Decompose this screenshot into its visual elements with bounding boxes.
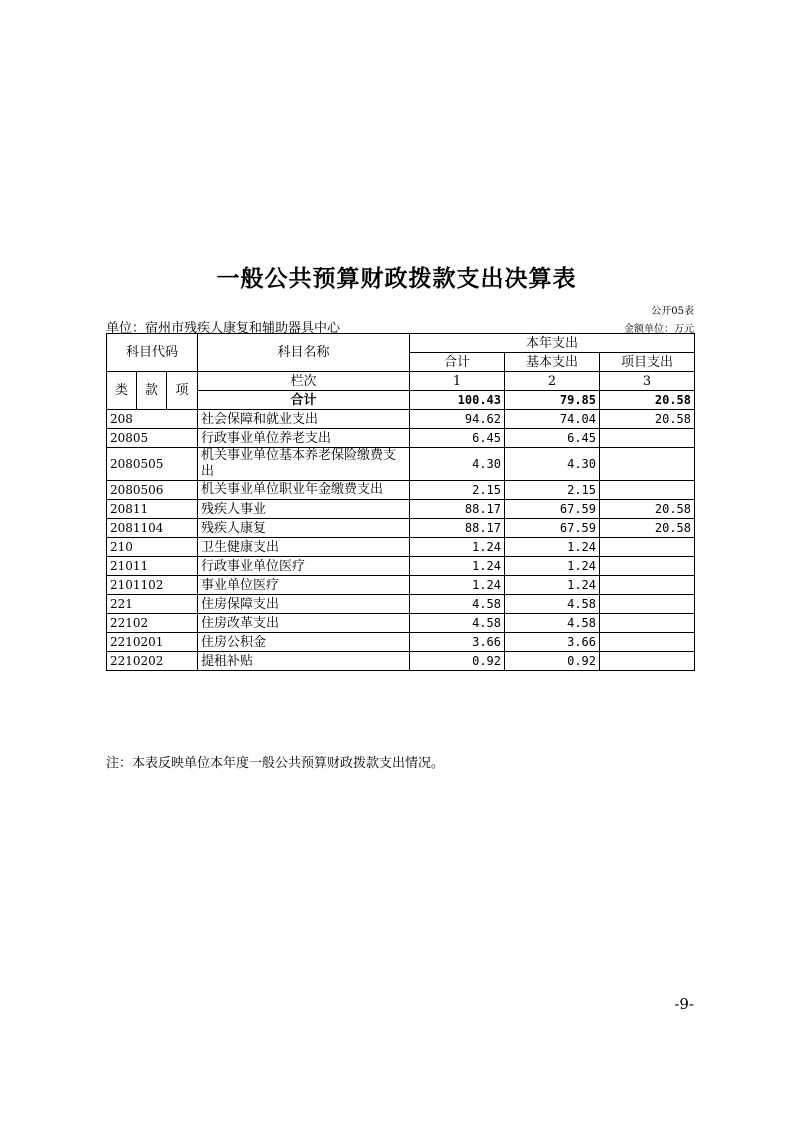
row-total: 1.24 bbox=[410, 538, 505, 557]
row-project bbox=[600, 576, 695, 595]
header-name: 科目名称 bbox=[198, 334, 410, 372]
row-code: 210 bbox=[107, 538, 198, 557]
row-project bbox=[600, 538, 695, 557]
row-code: 2210202 bbox=[107, 652, 198, 671]
table-row bbox=[107, 557, 695, 576]
table-row bbox=[107, 614, 695, 633]
row-total: 4.30 bbox=[410, 448, 505, 481]
header-lanci: 栏次 bbox=[198, 372, 410, 391]
row-name: 住房改革支出 bbox=[198, 614, 410, 633]
table-row bbox=[107, 633, 695, 652]
table-row bbox=[107, 595, 695, 614]
expenditure-table bbox=[106, 333, 695, 671]
row-total: 0.92 bbox=[410, 652, 505, 671]
table-row bbox=[107, 410, 695, 429]
total-row-label: 合计 bbox=[198, 391, 410, 410]
row-total: 2.15 bbox=[410, 481, 505, 500]
row-code: 2080506 bbox=[107, 481, 198, 500]
row-code: 221 bbox=[107, 595, 198, 614]
row-basic: 67.59 bbox=[505, 500, 600, 519]
row-project bbox=[600, 429, 695, 448]
row-name: 残疾人康复 bbox=[198, 519, 410, 538]
row-total: 88.17 bbox=[410, 519, 505, 538]
table-row bbox=[107, 576, 695, 595]
header-kuan: 款 bbox=[137, 372, 167, 410]
total-row-basic: 79.85 bbox=[505, 391, 600, 410]
row-project bbox=[600, 448, 695, 481]
row-basic: 4.58 bbox=[505, 595, 600, 614]
total-row-project: 20.58 bbox=[600, 391, 695, 410]
page-title: 一般公共预算财政拨款支出决算表 bbox=[216, 266, 577, 292]
table-row bbox=[107, 500, 695, 519]
row-basic: 4.58 bbox=[505, 614, 600, 633]
table-row bbox=[107, 429, 695, 448]
row-name: 事业单位医疗 bbox=[198, 576, 410, 595]
row-total: 88.17 bbox=[410, 500, 505, 519]
row-name: 住房公积金 bbox=[198, 633, 410, 652]
row-project bbox=[600, 557, 695, 576]
row-total: 6.45 bbox=[410, 429, 505, 448]
header-xiang: 项 bbox=[167, 372, 198, 410]
header-current-year: 本年支出 bbox=[410, 334, 695, 353]
header-project: 项目支出 bbox=[600, 353, 695, 372]
row-code: 208 bbox=[107, 410, 198, 429]
row-code: 2210201 bbox=[107, 633, 198, 652]
col-number-2: 2 bbox=[505, 372, 600, 391]
total-row-total: 100.43 bbox=[410, 391, 505, 410]
header-total: 合计 bbox=[410, 353, 505, 372]
row-basic: 1.24 bbox=[505, 576, 600, 595]
row-total: 94.62 bbox=[410, 410, 505, 429]
row-project bbox=[600, 481, 695, 500]
col-number-1: 1 bbox=[410, 372, 505, 391]
row-code: 2081104 bbox=[107, 519, 198, 538]
row-basic: 1.24 bbox=[505, 557, 600, 576]
row-project: 20.58 bbox=[600, 500, 695, 519]
row-basic: 1.24 bbox=[505, 538, 600, 557]
row-basic: 4.30 bbox=[505, 448, 600, 481]
table-row bbox=[107, 519, 695, 538]
amount-unit-label: 金额单位：万元 bbox=[624, 324, 694, 335]
table-row bbox=[107, 652, 695, 671]
row-basic: 0.92 bbox=[505, 652, 600, 671]
col-number-3: 3 bbox=[600, 372, 695, 391]
row-total: 3.66 bbox=[410, 633, 505, 652]
row-code: 20805 bbox=[107, 429, 198, 448]
row-project: 20.58 bbox=[600, 410, 695, 429]
row-code: 2080505 bbox=[107, 448, 198, 481]
row-name: 卫生健康支出 bbox=[198, 538, 410, 557]
header-lei: 类 bbox=[107, 372, 137, 410]
row-code: 22102 bbox=[107, 614, 198, 633]
row-basic: 74.04 bbox=[505, 410, 600, 429]
row-basic: 2.15 bbox=[505, 481, 600, 500]
row-project bbox=[600, 633, 695, 652]
form-number: 公开05表 bbox=[651, 306, 694, 317]
row-total: 1.24 bbox=[410, 576, 505, 595]
row-name: 残疾人事业 bbox=[198, 500, 410, 519]
row-name: 机关事业单位职业年金缴费支出 bbox=[198, 481, 410, 500]
row-project bbox=[600, 652, 695, 671]
row-code: 2101102 bbox=[107, 576, 198, 595]
table-row bbox=[107, 481, 695, 500]
row-name: 提租补贴 bbox=[198, 652, 410, 671]
row-name: 行政事业单位医疗 bbox=[198, 557, 410, 576]
row-project: 20.58 bbox=[600, 519, 695, 538]
table-row bbox=[107, 448, 695, 481]
row-name: 社会保障和就业支出 bbox=[198, 410, 410, 429]
unit-label: 单位：宿州市残疾人康复和辅助器具中心 bbox=[106, 321, 341, 336]
row-basic: 3.66 bbox=[505, 633, 600, 652]
row-total: 1.24 bbox=[410, 557, 505, 576]
header-basic: 基本支出 bbox=[505, 353, 600, 372]
header-code: 科目代码 bbox=[107, 334, 198, 372]
row-basic: 6.45 bbox=[505, 429, 600, 448]
row-basic: 67.59 bbox=[505, 519, 600, 538]
row-name: 机关事业单位基本养老保险缴费支出 bbox=[198, 448, 410, 481]
row-code: 21011 bbox=[107, 557, 198, 576]
row-total: 4.58 bbox=[410, 614, 505, 633]
row-project bbox=[600, 614, 695, 633]
row-project bbox=[600, 595, 695, 614]
row-name: 行政事业单位养老支出 bbox=[198, 429, 410, 448]
row-total: 4.58 bbox=[410, 595, 505, 614]
row-code: 20811 bbox=[107, 500, 198, 519]
page-number: -9- bbox=[674, 995, 694, 1013]
table-row bbox=[107, 538, 695, 557]
table-note: 注：本表反映单位本年度一般公共预算财政拨款支出情况。 bbox=[106, 756, 445, 771]
row-name: 住房保障支出 bbox=[198, 595, 410, 614]
